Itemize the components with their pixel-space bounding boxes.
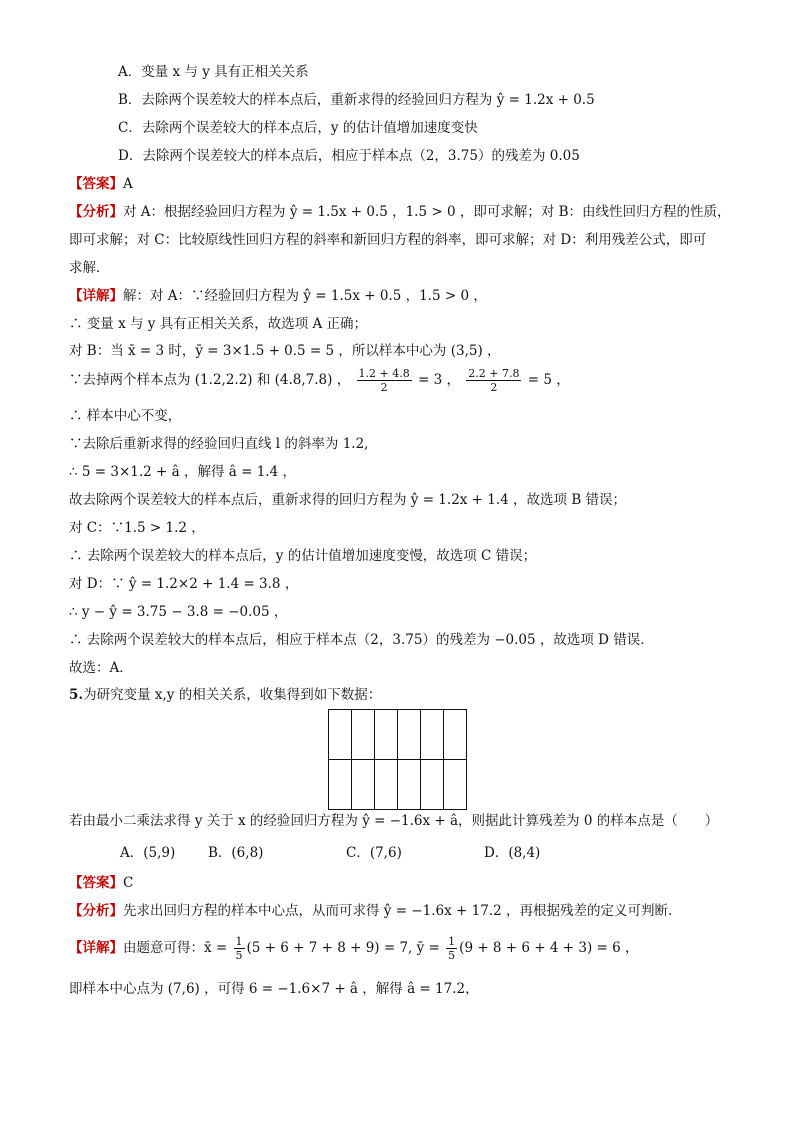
table-cell <box>329 760 352 810</box>
answer-tag: 【答案】 <box>69 875 123 891</box>
table-cell <box>352 760 375 810</box>
choice-c: C．(7,6) <box>346 845 402 861</box>
q4-answer <box>69 178 133 192</box>
q5-stem: 5.为研究变量 x,y 的相关关系，收集得到如下数据： <box>69 687 382 703</box>
table-row <box>329 710 467 760</box>
q5-question: 若由最小二乘法求得 y 关于 x 的经验回归方程为 ŷ = −1.6x + â，则据此计算残差为 0 的样本点是（ ） <box>69 813 719 829</box>
q4-detail-line-12: ∴ y − ŷ = 3.75 − 3.8 = −0.05 ， <box>69 604 288 620</box>
table-cell <box>444 760 467 810</box>
answer-value: C <box>123 875 134 891</box>
q4-analysis-line-1: 【分析】对 A：根据经验回归方程为 ŷ = 1.5x + 0.5 ，1.5 > 0 ，即可求解；对 B：由线性回归方程的性质， <box>69 204 731 220</box>
q4-detail-line-6: ∵去除后重新求得的经验回归直线 l 的斜率为 1.2, <box>69 436 369 452</box>
option-a: A．变量 x 与 y 具有正相关关系 <box>118 64 309 80</box>
q4-analysis-line-2: 即可求解；对 C：比较原线性回归方程的斜率和新回归方程的斜率，即可求解；对 D：利用残差公式，即可 <box>69 232 707 248</box>
q4-analysis-line-3: 求解． <box>69 260 110 276</box>
table-row <box>329 760 467 810</box>
q5-detail-line-1: 【详解】由题意可得：x̄ = $\frac{1}{5}$ (5 + 6 + 7 + 8 + 9) = 7, ȳ = $\frac{1}{5}$ (9 + 8 + 6 + 4 + 3) = 6 ， <box>69 935 639 962</box>
table-cell <box>352 710 375 760</box>
q4-detail-fraction-line: ∵去掉两个样本点为 (1.2,2.2) 和 (4.8,7.8) ， $\frac{1.2 + 4.8}{2}$ = 3 ， $\frac{2.2 + 7.8}{2}$ = 5 ， <box>69 367 570 394</box>
analysis-tag: 【分析】 <box>69 204 123 220</box>
option-d: D．去除两个误差较大的样本点后，相应于样本点（2，3.75）的残差为 0.05 <box>118 148 580 164</box>
q5-analysis: 【分析】先求出回归方程的样本中心点，从而可求得 ŷ = −1.6x + 17.2 ，再根据残差的定义可判断. <box>69 903 673 919</box>
q4-detail-line-8: 故去除两个误差较大的样本点后，重新求得的回归方程为 ŷ = 1.2x + 1.4 ，故选项 B 错误； <box>69 492 627 508</box>
table-cell <box>444 710 467 760</box>
q4-detail-line-9: 对 C：∵1.5 > 1.2 ， <box>69 520 205 536</box>
q4-detail-line-5: ∴ 样本中心不变， <box>69 408 182 424</box>
answer-value: A <box>123 176 133 192</box>
q4-detail-line-2: ∴ 变量 x 与 y 具有正相关关系，故选项 A 正确； <box>69 316 368 332</box>
fraction: $\frac{2.2 + 7.8}{2}$ <box>468 367 520 394</box>
q4-detail-line-13: ∴ 去除两个误差较大的样本点后，相应于样本点（2，3.75）的残差为 −0.05 ，故选项 D 错误． <box>69 632 654 648</box>
q4-detail-line-3: 对 B：当 x̄ = 3 时，ȳ = 3×1.5 + 0.5 = 5 ，所以样本中心为 (3,5) ， <box>69 343 501 359</box>
table-cell <box>421 760 444 810</box>
table-cell <box>375 760 398 810</box>
q4-detail-line-10: ∴ 去除两个误差较大的样本点后，y 的估计值增加速度变慢，故选项 C 错误； <box>69 548 537 564</box>
table-cell <box>398 760 421 810</box>
table-cell <box>421 710 444 760</box>
detail-tag: 【详解】 <box>69 288 123 304</box>
q4-detail-line-14: 故选：A． <box>69 660 133 676</box>
choice-a: A．(5,9) <box>120 845 176 861</box>
option-c: C．去除两个误差较大的样本点后，y 的估计值增加速度变快 <box>118 120 478 136</box>
answer-tag: 【答案】 <box>69 176 123 192</box>
q5-detail-line-2: 即样本中心点为 (7,6) ，可得 6 = −1.6×7 + â ，解得 â = 17.2， <box>69 981 479 997</box>
table-cell <box>398 710 421 760</box>
choice-d: D．(8,4) <box>484 845 541 861</box>
fraction: $\frac{1}{5}$ <box>448 935 456 962</box>
choice-b: B．(6,8) <box>208 845 264 861</box>
q4-detail-line-1: 【详解】解：对 A：∵经验回归方程为 ŷ = 1.5x + 0.5 ，1.5 > 0 ， <box>69 288 487 304</box>
detail-tag: 【详解】 <box>69 940 123 956</box>
q4-detail-line-11: 对 D：∵ ŷ = 1.2×2 + 1.4 = 3.8 ， <box>69 576 299 592</box>
q4-detail-line-7: ∴ 5 = 3×1.2 + â ，解得 â = 1.4 ， <box>69 464 296 480</box>
table-cell <box>375 710 398 760</box>
fraction: $\frac{1.2 + 4.8}{2}$ <box>358 367 410 394</box>
table-cell <box>329 710 352 760</box>
fraction: $\frac{1}{5}$ <box>235 935 243 962</box>
option-b: B．去除两个误差较大的样本点后，重新求得的经验回归方程为 ŷ = 1.2x + 0.5 <box>118 92 595 108</box>
analysis-tag: 【分析】 <box>69 903 123 919</box>
data-table <box>328 709 467 810</box>
q5-answer <box>69 877 133 891</box>
question-number: 5. <box>69 687 84 703</box>
